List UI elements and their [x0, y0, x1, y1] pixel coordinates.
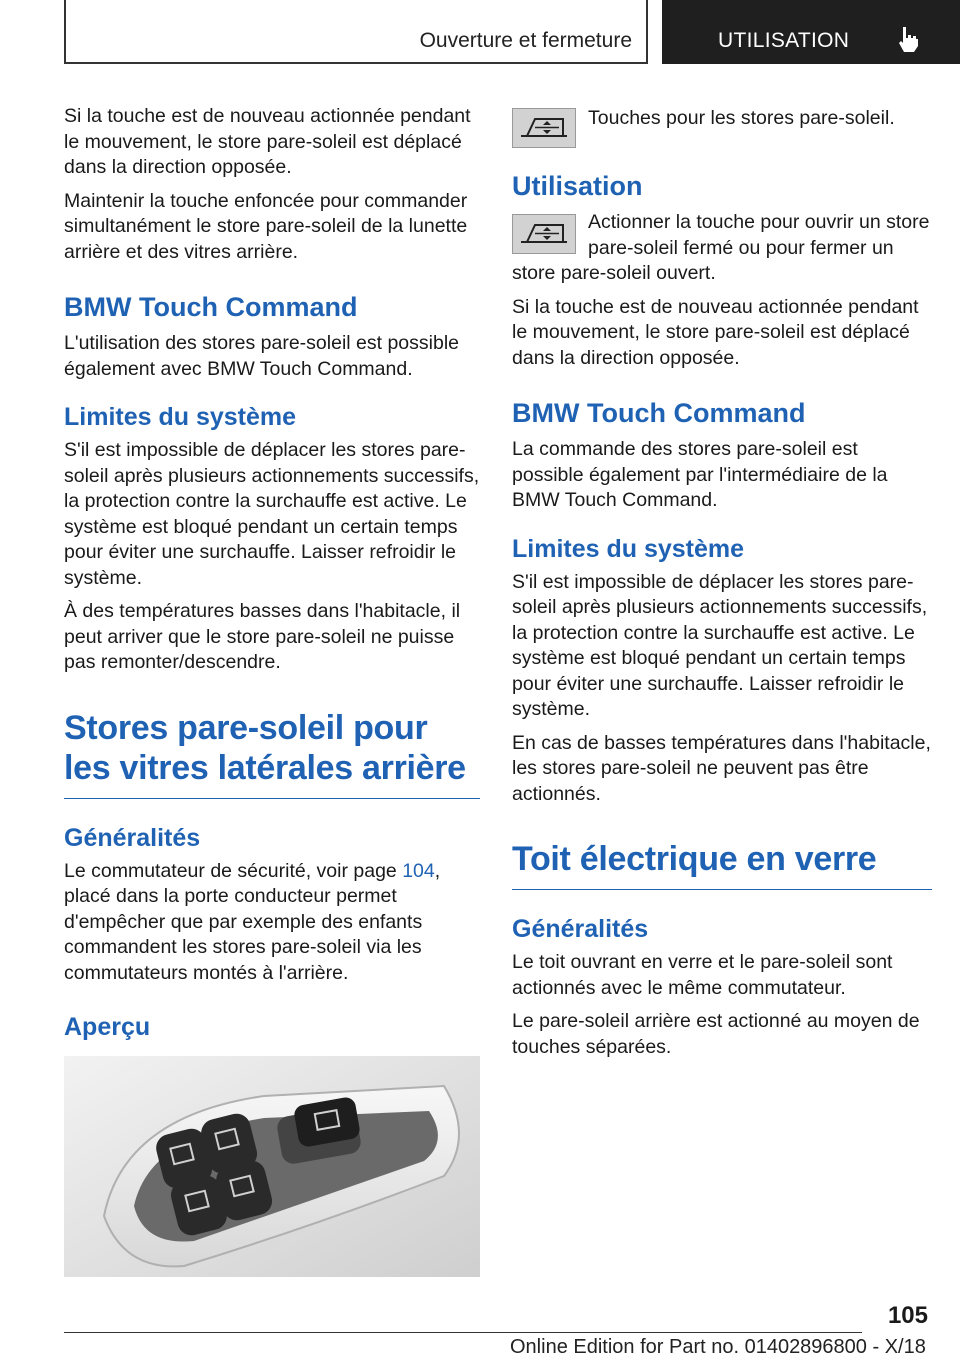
header-section-box	[64, 0, 648, 64]
paragraph: Maintenir la touche enfoncée pour commander simultanément le store pare-soleil de la lunette arrière et des vitres arrière.	[64, 189, 468, 263]
paragraph: Touches pour les stores pare-soleil.	[588, 107, 895, 129]
left-column	[64, 104, 480, 1277]
sunblind-button-icon	[512, 214, 576, 254]
chapter-title: UTILISATION	[718, 29, 850, 52]
paragraph: Si la touche est de nouveau actionnée pendant le mouvement, le store pare-soleil est déplacé dans la direction opposée.	[64, 105, 471, 178]
section-title-glass-roof: Toit électrique en verre	[512, 840, 877, 878]
header-chapter-box	[662, 0, 960, 64]
paragraph: S'il est impossible de déplacer les stores pare-soleil après plusieurs actionnements successifs, la protection contre la surchauffe est active. Le système est bloqué pendant un certain temps pour éviter une surchauffe. Laisser refroidir le système.	[64, 439, 480, 589]
section-divider	[512, 889, 932, 890]
usage-row	[512, 210, 932, 287]
heading-general: Généralités	[512, 915, 649, 943]
paragraph-general	[64, 859, 480, 987]
paragraph: Si la touche est de nouveau actionnée pendant le mouvement, le store pare-soleil est déplacé dans la direction opposée.	[512, 295, 919, 369]
paragraph: Le pare-soleil arrière est actionné au moyen de touches séparées.	[512, 1010, 920, 1058]
paragraph: L'utilisation des stores pare-soleil est possible également avec BMW Touch Command.	[64, 332, 460, 380]
paragraph: Le toit ouvrant en verre et le pare-soleil sont actionnés avec le même commutateur.	[512, 951, 893, 999]
paragraph: La commande des stores pare-soleil est possible également par l'intermédiaire de la BMW Touch Command.	[512, 438, 888, 511]
page-link[interactable]: 104	[402, 859, 435, 882]
paragraph: En cas de basses températures dans l'habitacle, les stores pare-soleil ne peuvent pas être actionnés.	[512, 731, 931, 805]
paragraph: S'il est impossible de déplacer les stores pare-soleil après plusieurs actionnements successifs, la protection contre la surchauffe est active. Le système est bloqué pendant un certain temps pour éviter une surchauffe. Laisser refroidir le système.	[512, 570, 928, 720]
footer-divider	[64, 1332, 862, 1333]
section-title-side-window-blinds: Stores pare-soleil pour les vitres latérales arrière	[64, 708, 466, 787]
heading-touch-command: BMW Touch Command	[64, 292, 358, 322]
right-column	[512, 104, 932, 1068]
heading-general: Généralités	[64, 823, 201, 852]
hand-pointer-icon	[894, 24, 924, 54]
heading-touch-command: BMW Touch Command	[512, 398, 806, 428]
text-span: Le commutateur de sécurité, voir page	[64, 859, 403, 882]
switch-panel-photo	[64, 1056, 480, 1277]
heading-system-limits: Limites du système	[512, 534, 745, 563]
section-divider	[64, 798, 480, 799]
paragraph: À des températures basses dans l'habitacle, il peut arriver que le store pare-soleil ne puisse pas remonter/descendre.	[64, 600, 461, 673]
section-title: Ouverture et fermeture	[419, 29, 632, 52]
heading-usage: Utilisation	[512, 171, 643, 201]
heading-overview: Aperçu	[64, 1013, 151, 1041]
edition-note: Online Edition for Part no. 01402896800 - X/18	[510, 1336, 926, 1358]
buttons-row	[512, 104, 932, 148]
heading-system-limits: Limites du système	[64, 403, 297, 431]
page-number: 105	[887, 1302, 928, 1329]
text-span: , placé dans la porte conducteur permet d'empêcher que par exemple des enfants commandent les stores pare-soleil via les commutateurs montés à l'arrière.	[64, 859, 441, 984]
sunblind-button-icon	[512, 108, 576, 148]
paragraph: Actionner la touche pour ouvrir un store pare-soleil fermé ou pour fermer un store pare-soleil ouvert.	[512, 211, 930, 284]
